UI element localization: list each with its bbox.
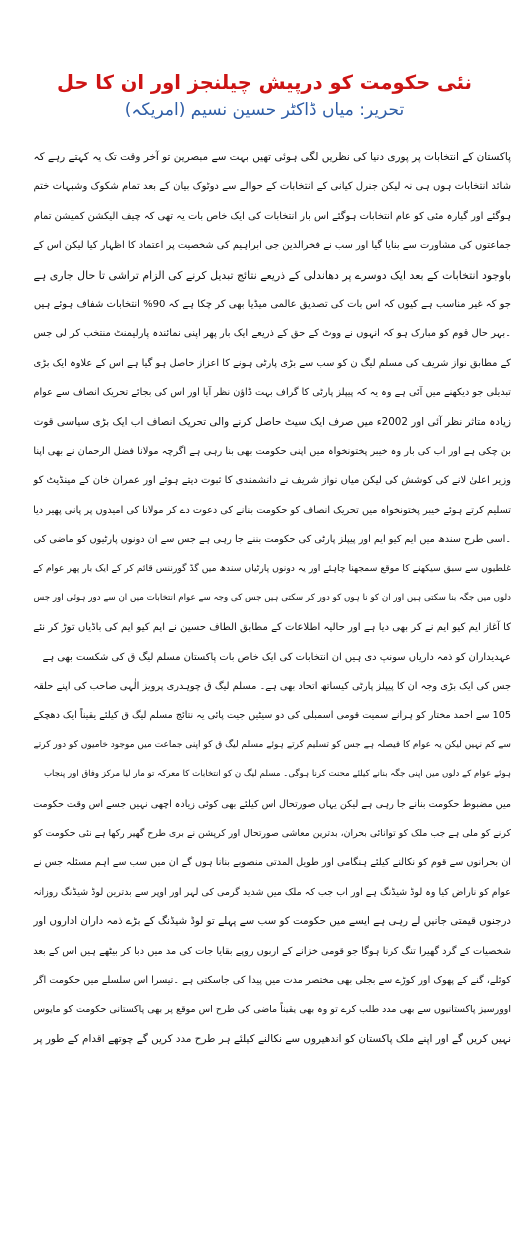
article-line: ہوگئے اور گیارہ مئی کو عام انتخابات ہوگئے اس بار انتخابات کی ایک خاص بات یہ تھی کہ چیف الیکشن کمیشن تمام <box>33 210 511 222</box>
article-line: شائد انتخابات ہوں ہی نہ لیکن جنرل کیانی کے انتخابات کے حوالے سے دوٹوک بیان کے بعد تمام شکوک وشبہات ختم <box>33 181 511 193</box>
article-line: 105 سے احمد مختار کو ہرانے سمیت قومی اسمبلی کی دو سیٹیں جیت پائی یہ نتائج مسلم لیگ ق کیلئے یقیناً ایک دھچکے <box>33 710 511 722</box>
article-line: تسلیم کرتے ہوئے خیبر پختونخواہ میں تحریک انصاف کو حکومت بنانے کی دعوت دے کر مولانا کی امیدوں پر پانی پھیر دیا <box>33 504 511 516</box>
article-line: درجنوں قیمتی جانیں لے رہی ہے ایسے میں حکومت کو سب سے پہلے تو لوڈ شیڈنگ کے بڑے ذمہ داران اداروں اور <box>33 915 511 928</box>
article-line: دلوں میں جگہ بنا سکتی ہیں اور ان کو نا ہوں کو دور کر سکتی ہیں جس کی وجہ سے عوام انتخابات میں ان سے دور ہوئی اور جس <box>33 592 511 603</box>
article-line: پاکستان کے انتخابات پر پوری دنیا کی نظریں لگی ہوئی تھیں بہت سے مبصرین تو آخر وقت تک یہ کہتے رہے کہ <box>33 151 511 163</box>
article-line: کرنے کو ملی ہے جب ملک کو توانائی بحران، بدترین معاشی صورتحال اور کرپشن نے بری طرح گھیر رکھا ہے نئی حکومت کو <box>33 827 511 839</box>
article-byline: تحریر: میاں ڈاکٹر حسین نسیم (امریکہ) <box>124 100 405 120</box>
article-line: جو کہ غیر مناسب ہے کیوں کہ اس بات کی تصدیق عالمی میڈیا بھی کر چکا ہے کہ 90% انتخابات شفاف ہوئے ہیں <box>33 298 511 310</box>
article-line: نہیں کریں گے اور اپنے ملک پاکستان کو اندھیروں سے نکالنے کیلئے ہر طرح مدد کریں گے چوتھے اقدام کے طور پر <box>33 1032 511 1045</box>
article-line: میں مضبوط حکومت بنانے جا رہی ہے لیکن یہاں صورتحال اس کیلئے بھی کوئی زیادہ اچھی نہیں جسے اس وقت حکومت <box>33 798 511 810</box>
article-line: ۔بہر حال قوم کو مبارک ہو کہ انہوں نے ووٹ کے حق کے ذریعے ایک بار پھر اپنی نمائندہ پارلیمنٹ منتخب کر لی جس <box>33 328 511 340</box>
article-line: بن چکی ہے اور اب کی بار وہ خیبر پختونخواہ میں اپنی حکومت بھی بنا رہی ہے اگرچہ مولانا فضل الرحمان نے بھی اپنا <box>33 445 511 457</box>
article-line: شخصیات کے گرد گھیرا تنگ کرنا ہوگا جو قومی خزانے کے اربوں روپے بقایا جات کی مد میں دبا کر بیٹھے ہیں اس کے بعد <box>33 945 511 957</box>
article-line: وزیر اعلیٰ لانے کی کوشش کی لیکن میاں نواز شریف نے دانشمندی کا ثبوت دیتے ہوئے اور عمران خان کے مینڈیٹ کو <box>33 475 511 487</box>
article-line: جس کی ایک بڑی وجہ ان کا پیپلز پارٹی کیساتھ اتحاد بھی ہے۔ مسلم لیگ ق چوہدری پرویز الٰہی صاحب کی اپنے حلقہ <box>33 681 511 693</box>
article-line: ۔اسی طرح سندھ میں ایم کیو ایم اور پیپلز پارٹی کی حکومت بننے جا رہی ہے جس سے ان دونوں پارٹیوں کو ماضی کی <box>33 534 511 546</box>
article-line: کے مطابق نواز شریف کی مسلم لیگ ن کو سب سے بڑی پارٹی ہونے کا اعزاز حاصل ہو گیا ہے اس کے علاوہ ایک بڑی <box>33 357 511 369</box>
article-line: اوورسیز پاکستانیوں سے بھی مدد طلب کرے تو وہ بھی یقیناً ماضی کی طرح اس موقع پر بھی پاکستانی حکومت کو مایوس <box>33 1004 511 1016</box>
article-line: جماعتوں کی مشاورت سے بنایا گیا اور سب نے فخرالدین جی ابراہیم کی شخصیت پر اعتماد کا اظہار کیا لیکن اس کے <box>33 240 511 252</box>
article-line: ہوئے عوام کے دلوں میں اپنی جگہ بنانے کیلئے محنت کرنا ہوگی۔ مسلم لیگ ن کو انتخابات کا معرکہ تو مار لیا مرکز وفاق اور پنجاب <box>43 769 511 780</box>
article-line: کوئلے، گنے کے پھوک اور کوڑے سے بجلی بھی مختصر مدت میں پیدا کی جاسکتی ہے ۔تیسرا اس سلسلے میں حکومت اگر <box>33 974 511 986</box>
article-line: عوام کو ناراض کیا وہ لوڈ شیڈنگ ہے اور اب جب کہ ملک میں شدید گرمی کی لہر اور اوپر سے بدترین لوڈ شیڈنگ روزانہ <box>33 886 511 898</box>
article-line: زیادہ متاثر نظر آئی اور 2002ء میں صرف ایک سیٹ حاصل کرنے والی تحریک انصاف اب ایک بڑی سیاسی قوت <box>33 415 511 428</box>
article-line: باوجود انتخابات کے بعد ایک دوسرے پر دھاندلی کے ذریعے نتائج تبدیل کرنے کی الزام تراشی تا حال جاری ہے <box>33 268 511 282</box>
article-line: تبدیلی جو دیکھنے میں آئی ہے وہ یہ کہ پیپلز پارٹی کا گراف بہت ڈاؤن نظر آیا اور اس کی بجائے تحریک انصاف سے عوام <box>33 387 511 399</box>
article-line: غلطیوں سے سبق سیکھنے کا موقع سمجھنا چاہئے اور یہ دونوں پارٹیاں سندھ میں گڈ گورننس قائم کر کے ایک بار پھر عوام کے <box>33 563 511 575</box>
article-line: عہدیداران کو ذمہ داریاں سونپ دی ہیں ان انتخابات کی ایک خاص بات پاکستان مسلم لیگ ق کی شکست بھی ہے <box>42 651 511 663</box>
article-line: سے کم نہیں لیکن یہ عوام کا فیصلہ ہے جس کو تسلیم کرتے ہوئے مسلم لیگ ق کو اپنی جماعت میں موجود خامیوں کو دور کرتے <box>33 739 511 750</box>
article-line: ان بحرانوں سے قوم کو نکالنے کیلئے ہنگامی اور طویل المدتی منصوبے بنانا ہوں گے ان میں سب سے اہم مسئلہ جس نے <box>33 857 511 869</box>
article-line: کا آغاز ایم کیو ایم نے کر بھی دیا ہے اور حالیہ اطلاعات کے مطابق الطاف حسین نے ایم کیو ایم کی باڈیاں توڑ کر نئے <box>33 622 511 634</box>
article-headline: نئی حکومت کو درپیش چیلنجز اور ان کا حل <box>57 71 472 95</box>
article-body <box>33 143 511 1054</box>
